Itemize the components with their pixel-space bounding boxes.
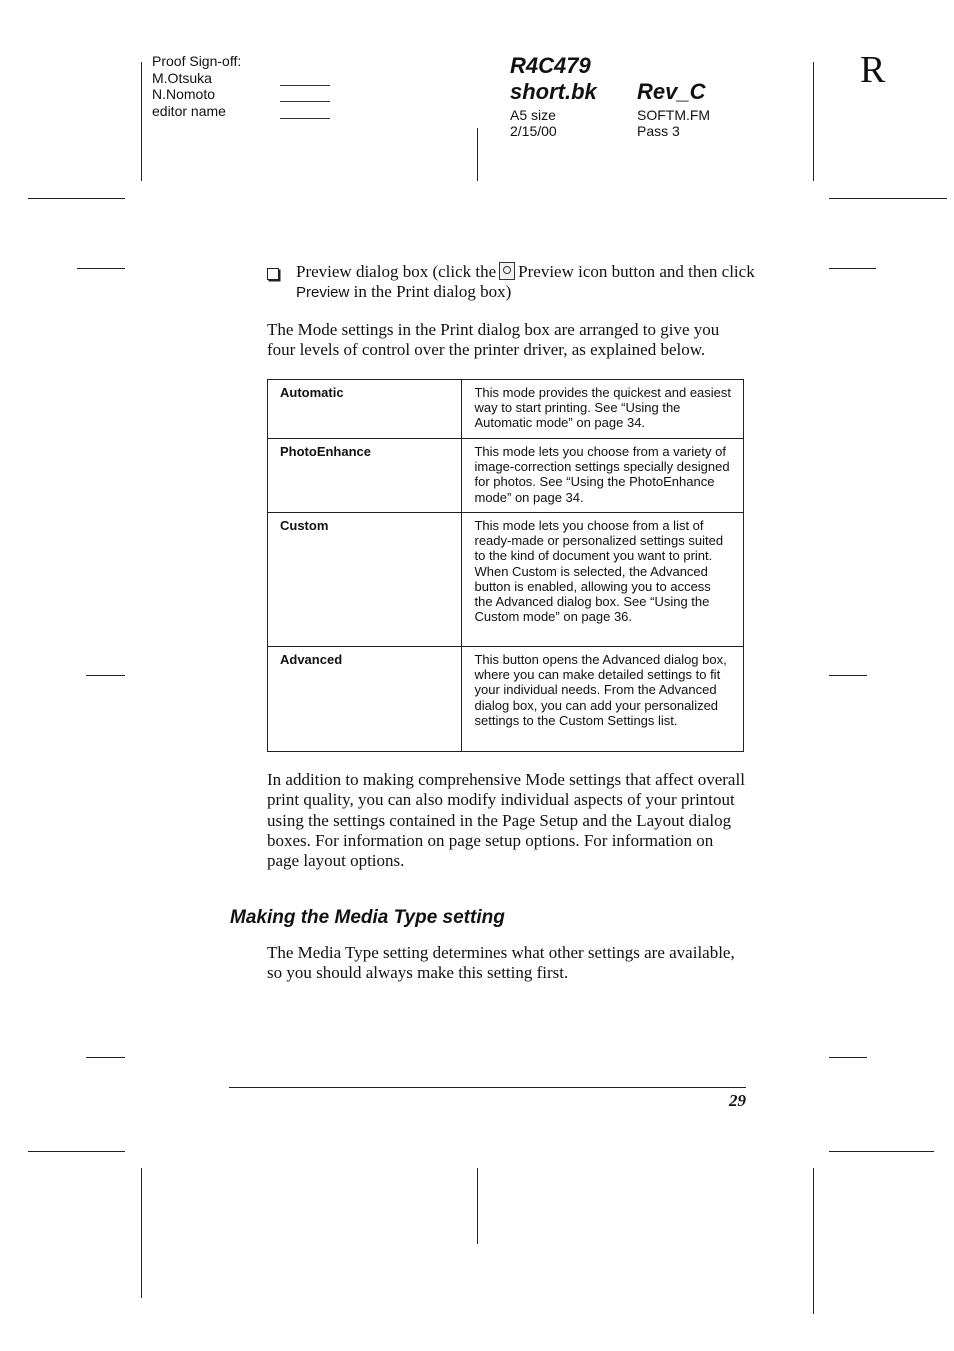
crop-mark: [86, 675, 125, 676]
date: 2/15/00: [510, 123, 557, 139]
mode-description: This mode lets you choose from a variety of image-correction settings specially designed for photos. See “Using the PhotoEnhance mode” on page 34.: [462, 439, 744, 513]
section-heading: Making the Media Type setting: [230, 907, 505, 928]
crop-mark: [829, 268, 876, 269]
mode-name: Advanced: [268, 647, 462, 752]
crop-mark: [813, 1168, 814, 1314]
signature-line: [280, 118, 330, 119]
pass: Pass 3: [637, 123, 680, 139]
bullet-item: [296, 262, 756, 304]
proof-title: Proof Sign-off:: [152, 53, 242, 69]
intro-paragraph: The Mode settings in the Print dialog box are arranged to give you four levels of control over the printer driver, as explained below.: [267, 320, 720, 360]
crop-mark: [28, 198, 125, 199]
crop-mark: [477, 1168, 478, 1244]
crop-mark: [86, 1057, 125, 1058]
mode-description: This mode lets you choose from a list of ready-made or personalized settings suited to the kind of document you want to print. When Custom is selected, the Advanced button is enabled, allowing you to access the Advanced dialog box. See “Using the Custom mode” on page 36.: [462, 513, 744, 647]
bullet-text: Preview dialog box (click the: [296, 262, 497, 281]
crop-mark: [813, 62, 814, 181]
proof-name: M.Otsuka: [152, 69, 212, 86]
mode-name: Custom: [268, 513, 462, 647]
bullet-text: in the Print dialog box): [353, 282, 512, 302]
preview-command: Preview: [296, 284, 350, 302]
proof-signoff: [152, 53, 241, 119]
crop-mark: [141, 1168, 142, 1298]
crop-mark: [829, 198, 947, 199]
corner-mark: R: [860, 49, 886, 91]
mode-name: PhotoEnhance: [268, 439, 462, 513]
proof-name: editor name: [152, 102, 226, 119]
mode-name: Automatic: [268, 380, 462, 439]
footer-rule: [229, 1087, 746, 1088]
crop-mark: [141, 62, 142, 181]
checkbox-bullet-icon: [267, 268, 279, 280]
settings-paragraph: In addition to making comprehensive Mode settings that affect overall print quality, you can also modify individual aspects of your printout using the settings contained in the Page Setup and the Layout dialog boxes. For information on page setup options. For information on page layout options.: [267, 770, 745, 871]
preview-icon: [499, 262, 515, 280]
modes-table: [267, 379, 744, 752]
crop-mark: [477, 128, 478, 181]
table-row: [268, 647, 744, 752]
media-type-paragraph: The Media Type setting determines what other settings are available, so you should always make this setting first.: [267, 943, 735, 983]
bullet-text: Preview icon button and then click: [518, 262, 755, 281]
page-size: A5 size: [510, 107, 556, 123]
crop-mark: [77, 268, 125, 269]
table-row: [268, 380, 744, 439]
signature-line: [280, 85, 330, 86]
book-name: short.bk: [510, 79, 597, 104]
job-code: R4C479: [510, 53, 591, 78]
crop-mark: [28, 1151, 125, 1152]
bullet-marker: [267, 267, 279, 285]
proof-name: N.Nomoto: [152, 86, 216, 102]
file-name: SOFTM.FM: [637, 107, 711, 123]
table-row: [268, 513, 744, 647]
table-row: [268, 439, 744, 513]
crop-mark: [829, 1151, 934, 1152]
mode-description: This button opens the Advanced dialog box, where you can make detailed settings to fit your individual needs. From the Advanced dialog box, you can add your personalized settings to the Custom Settings list.: [462, 647, 744, 752]
crop-mark: [829, 675, 867, 676]
signature-line: [280, 101, 330, 102]
mode-description: This mode provides the quickest and easiest way to start printing. See “Using the Automatic mode” on page 34.: [462, 380, 744, 439]
page-number: 29: [729, 1091, 746, 1110]
crop-mark: [829, 1057, 867, 1058]
revision: Rev_C: [637, 79, 706, 104]
